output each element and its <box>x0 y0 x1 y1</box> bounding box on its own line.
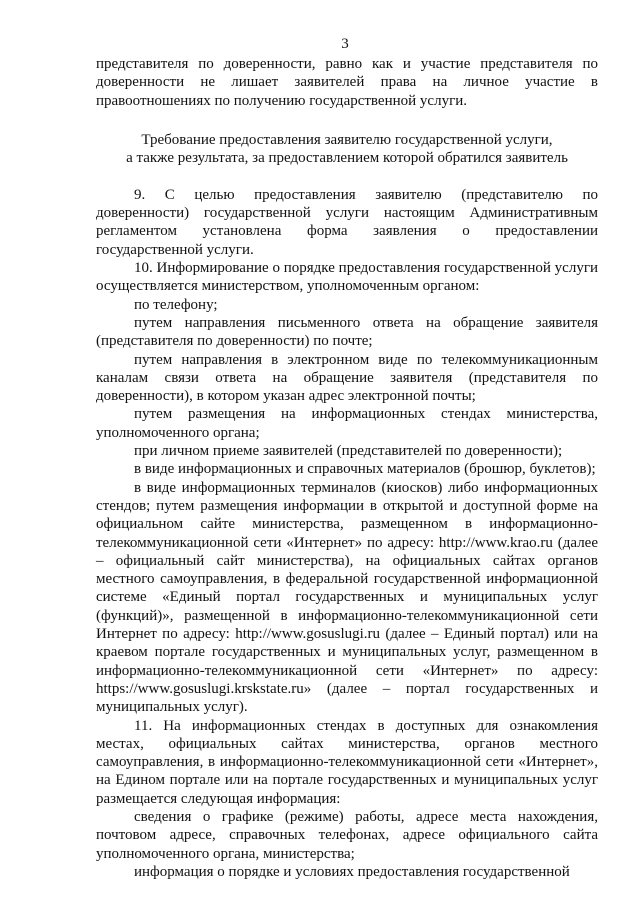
paragraph-continuation: представителя по доверенности, равно как и участие представителя по доверенности не лишает заявителей права на личное участие в правоотношениях по получению государственной услуги. <box>96 56 598 109</box>
paragraph-terminals: в виде информационных терминалов (киосков) либо информационных стендов; путем размещения информации в открытой и доступной форме на официальном сайте министерства, размещенном в информационно-телекоммуникационной сети «Интернет» по адресу: http://www.krao.ru (далее – официальный сайт министерства), на официальных сайтах органов местного самоуправления, в федеральной государственной информационной системе «Единый портал государственных и муниципальных услуг (функций)», размещенной в информационно-телекоммуникационной сети Интернет по адресу: http://www.gosuslugi.ru (далее – Единый портал) или на краевом портале государственных и муниципальных услуг, размещенном в информационно-телекоммуникационной сети «Интернет» по адресу: https://www.gosuslugi.krskstate.ru» (далее – портал государственных и муниципальных услуг). <box>96 479 598 716</box>
paragraph-procedure-info: информация о порядке и условиях предоставления государственной <box>134 863 570 880</box>
section-heading-line-2: а также результата, за предоставлением которой обратился заявитель <box>126 150 568 167</box>
paragraph-item-11: 11. На информационных стендах в доступных для ознакомления местах, официальных сайтах министерства, органов местного самоуправления, в информационно-телекоммуникационной сети «Интернет», на Едином портале или на портале государственных и муниципальных услуг размещается следующая информация: <box>96 717 598 807</box>
document-body <box>96 55 598 881</box>
section-heading <box>96 131 598 168</box>
paragraph-by-stands: путем размещения на информационных стендах министерства, уполномоченного органа; <box>96 406 598 441</box>
paragraph-schedule-info: сведения о графике (режиме) работы, адресе места нахождения, почтовом адресе, справочных телефонах, адресе официального сайта уполномоченного органа, министерства; <box>96 808 598 862</box>
paragraph-item-9: 9. С целью предоставления заявителю (представителю по доверенности) государственной услуги настоящим Административным регламентом установлена форма заявления о предоставлении государственной услуги. <box>96 186 598 258</box>
paragraph-by-mail: путем направления письменного ответа на обращение заявителя (представителя по доверенности) по почте; <box>96 314 598 350</box>
paragraph-by-phone: по телефону; <box>134 296 218 313</box>
paragraph-brochures: в виде информационных и справочных материалов (брошюр, буклетов); <box>134 461 596 478</box>
paragraph-by-electronic: путем направления в электронном виде по телекоммуникационным каналам связи ответа на обращение заявителя (представителя по доверенности), в котором указан адрес электронной почты; <box>96 351 598 405</box>
page-number: 3 <box>341 36 349 52</box>
section-heading-line-1: Требование предоставления заявителю государственной услуги, <box>141 131 553 148</box>
paragraph-item-10: 10. Информирование о порядке предоставления государственной услуги осуществляется министерством, уполномоченным органом: <box>96 260 598 295</box>
paragraph-personal-reception: при личном приеме заявителей (представителей по доверенности); <box>134 443 563 460</box>
